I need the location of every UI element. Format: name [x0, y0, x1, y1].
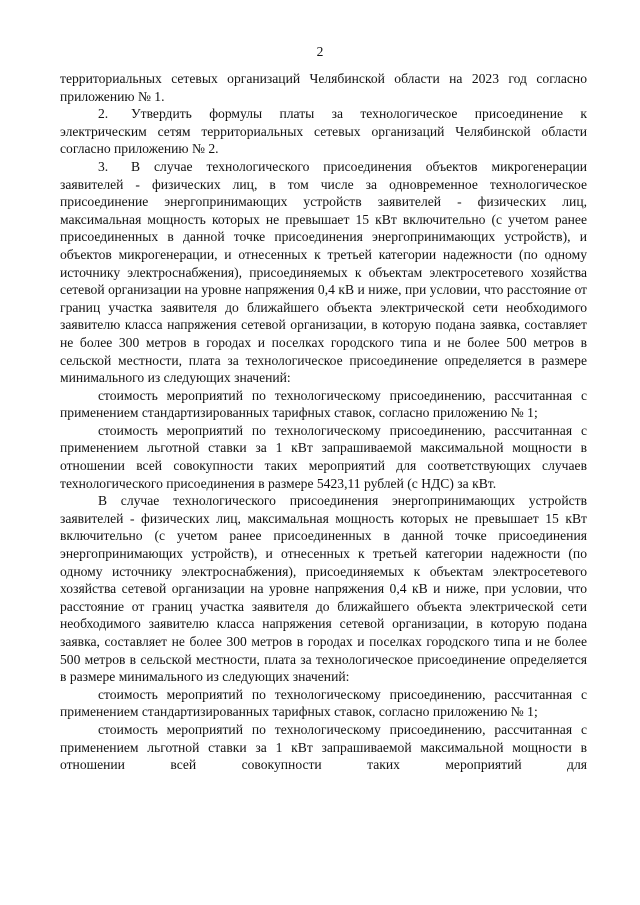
paragraph-number: 3. [98, 158, 109, 174]
page-number: 2 [316, 44, 324, 59]
paragraph-number: 2. [98, 106, 109, 122]
paragraph-option-preferential-rate [60, 422, 587, 492]
paragraph-option-preferential-rate-2 [60, 721, 587, 774]
paragraph-continuation [60, 70, 587, 105]
paragraph-item-3 [60, 158, 587, 387]
document-body [60, 70, 587, 774]
paragraph-text: Утвердить формулы платы за технологическое присоединение к электрическим сетям территориальных сетевых организаций Челябинской области согласно приложению № 2. [60, 106, 587, 157]
paragraph-option-standard-rate-2 [60, 686, 587, 721]
paragraph-item-2 [60, 105, 587, 158]
paragraph-text: В случае технологического присоединения энергопринимающих устройств заявителей - физических лиц, максимальная мощность которых не превышает 15 кВт включительно (с учетом ранее присоединенных в данной точке присоединения энергопринимающих устройств), и отнесенных к третьей категории надежности (по одному источнику электроснабжения), присоединяемых к объектам электросетевого хозяйства сетевой организации на уровне напряжения 0,4 кВ и ниже, при условии, что расстояние от границ участка заявителя до ближайшего объекта электрической сети необходимого заявителю класса напряжения сетевой организации, в которую подана заявка, составляет не более 300 метров в городах и поселках городского типа и не более 500 метров в сельской местности, плата за технологическое присоединение определяется в размере минимального из следующих значений: [60, 493, 587, 685]
paragraph-text: стоимость мероприятий по технологическому присоединению, рассчитанная с применением стандартизированных тарифных ставок, согласно приложению № 1; [60, 686, 587, 720]
paragraph-text: В случае технологического присоединения объектов микрогенерации заявителей - физических лиц, в том числе за одновременное технологическое присоединение энергопринимающих устройств заявителей - физических лиц, максимальная мощность которых не превышает 15 кВт включительно (с учетом ранее присоединенных в данной точке присоединения энергопринимающих устройств), и объектов микрогенерации, и отнесенных к третьей категории надежности (по одному источнику электроснабжения), присоединяемых к объектам электросетевого хозяйства сетевой организации на уровне напряжения 0,4 кВ и ниже, при условии, что расстояние от границ участка заявителя до ближайшего объекта электрической сети необходимого заявителю класса напряжения сетевой организации, в которую подана заявка, составляет не более 300 метров в городах и поселках городского типа и не более 500 метров в сельской местности, плата за технологическое присоединение определяется в размере минимального из следующих значений: [60, 158, 587, 386]
paragraph-text: территориальных сетевых организаций Челябинской области на 2023 год согласно приложению № 1. [60, 71, 587, 104]
paragraph-text: стоимость мероприятий по технологическому присоединению, рассчитанная с применением льготной ставки за 1 кВт запрашиваемой максимальной мощности в отношении всей совокупности таких мероприятий для соответствующих случаев технологического присоединения в размере 5423,11 рублей (с НДС) за кВт. [60, 422, 587, 491]
paragraph-option-standard-rate [60, 387, 587, 422]
paragraph-text: стоимость мероприятий по технологическому присоединению, рассчитанная с применением льготной ставки за 1 кВт запрашиваемой максимальной мощности в отношении всей совокупности таких мероприятий для [60, 721, 587, 773]
paragraph-text: стоимость мероприятий по технологическому присоединению, рассчитанная с применением стандартизированных тарифных ставок, согласно приложению № 1; [60, 387, 587, 421]
paragraph-second-case [60, 492, 587, 686]
